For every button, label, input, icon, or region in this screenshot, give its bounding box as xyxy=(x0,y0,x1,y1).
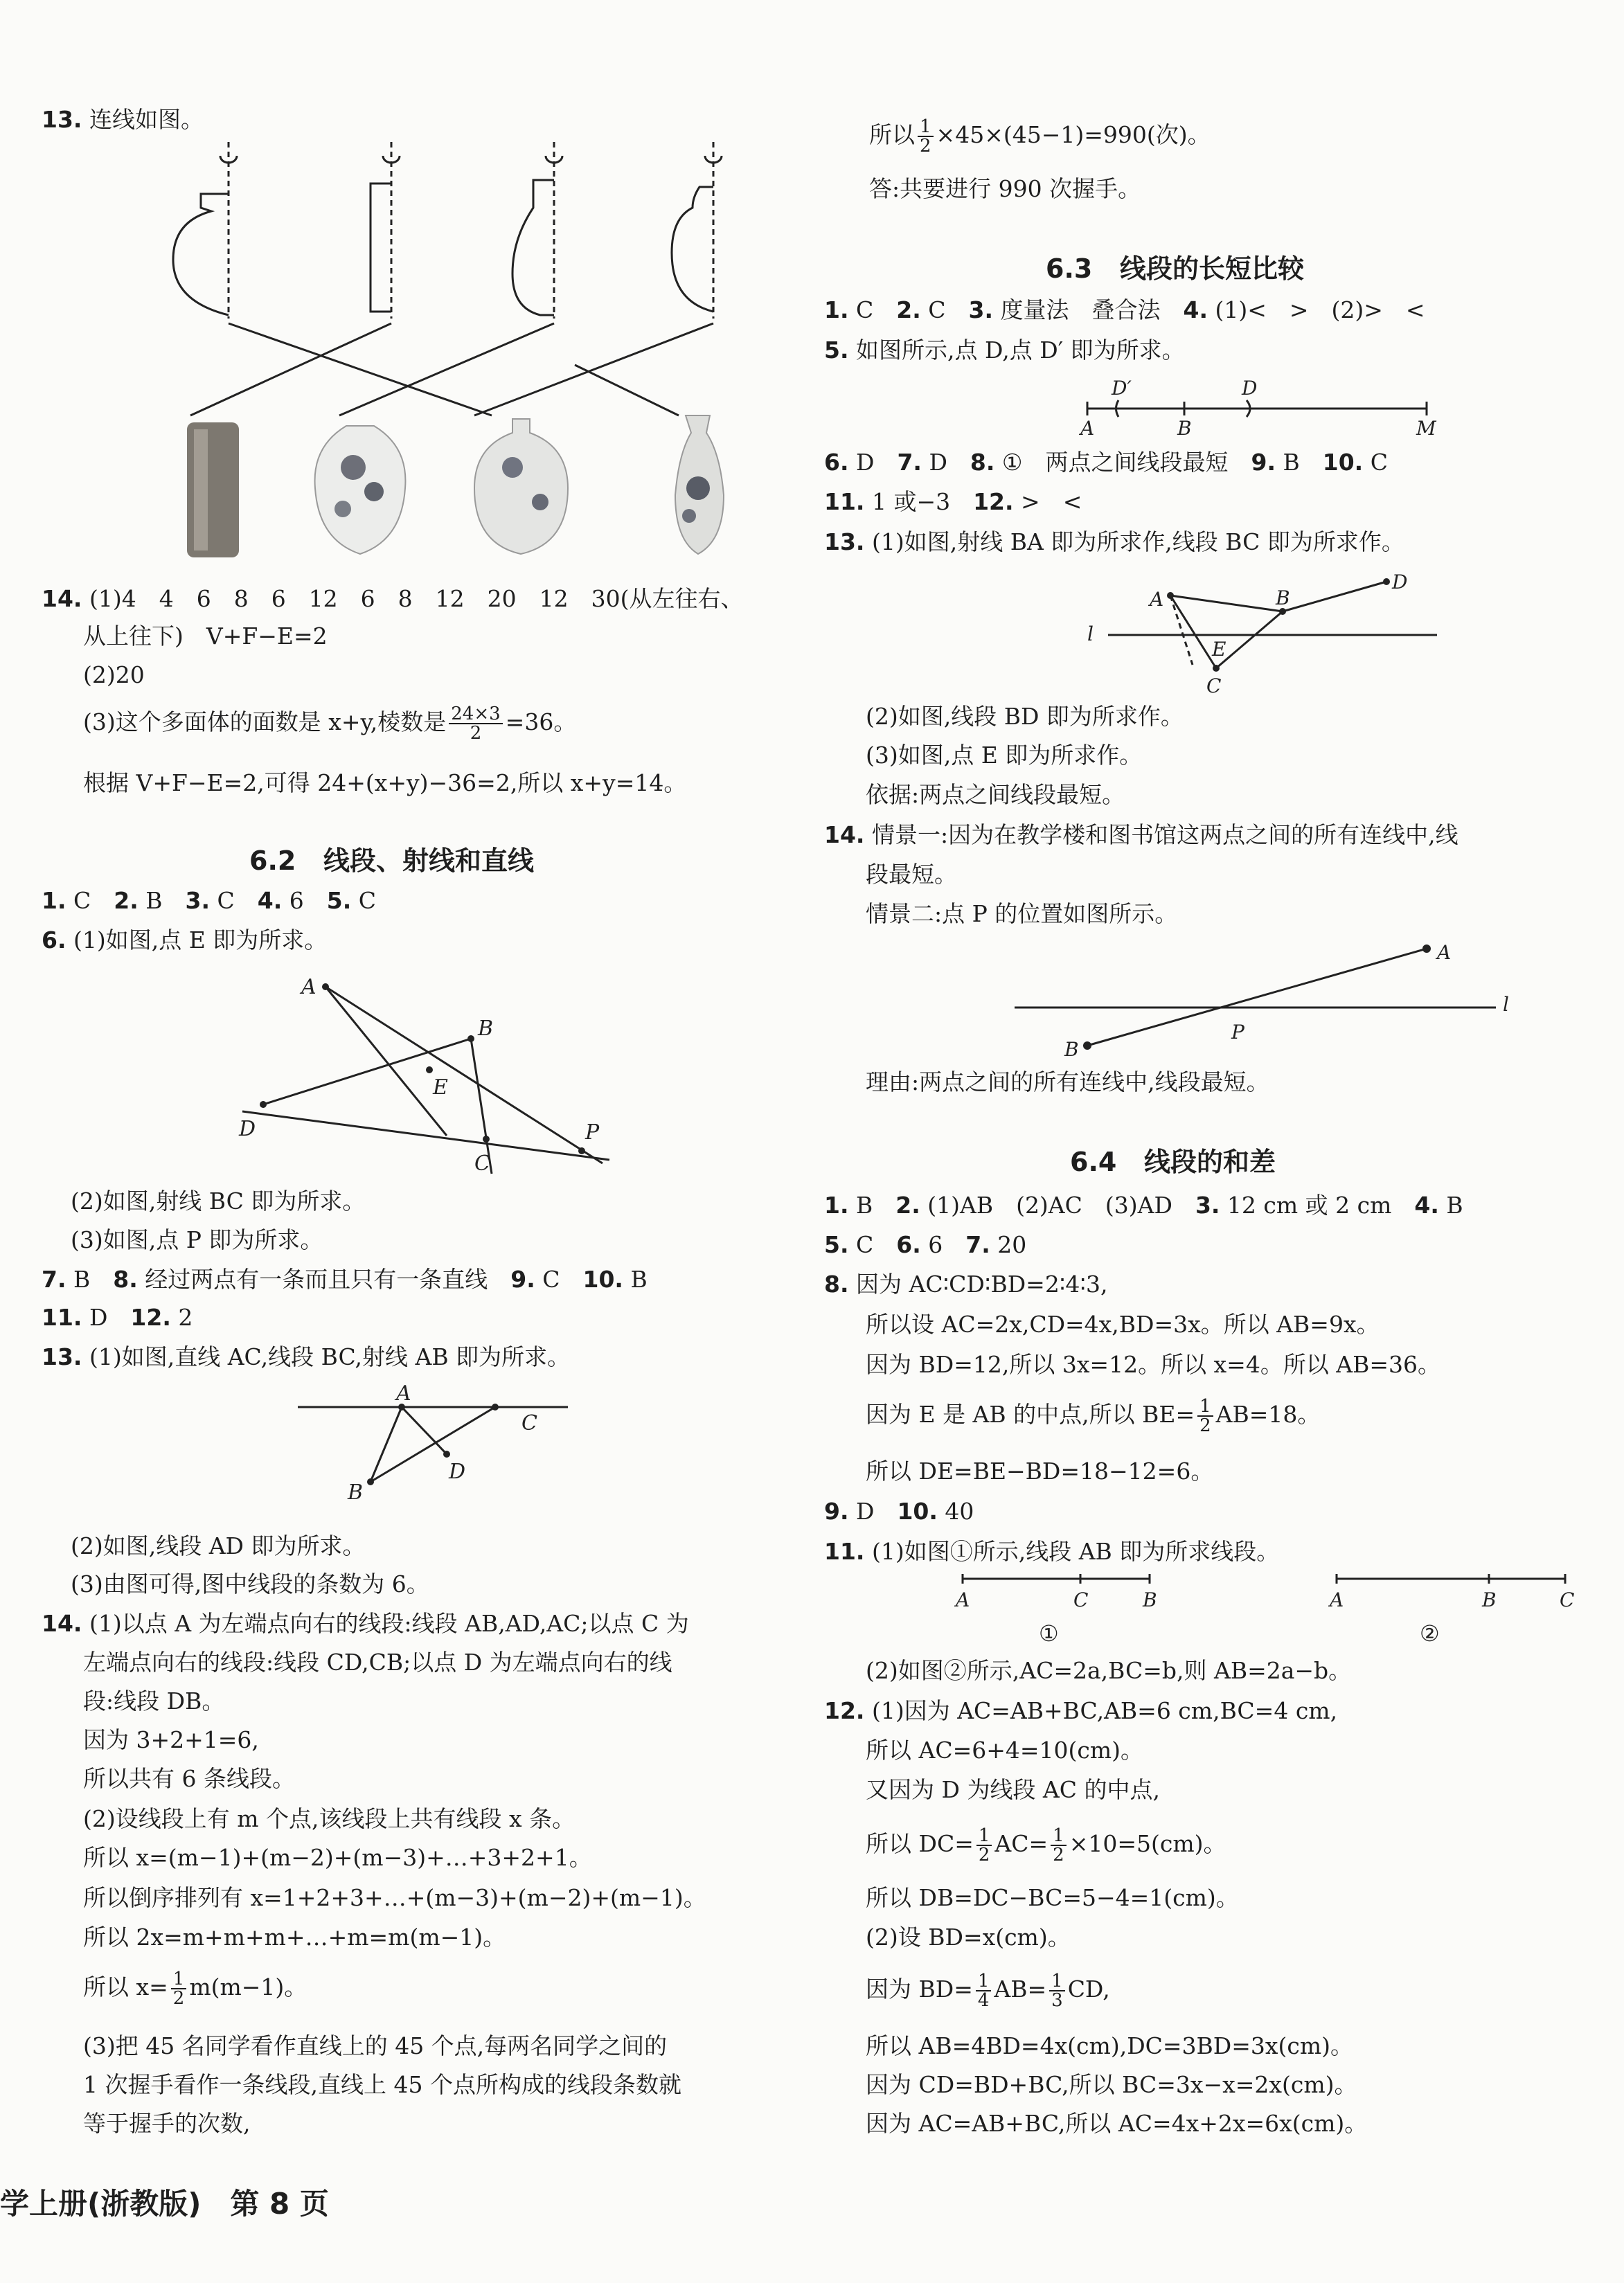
question-number: 11. xyxy=(824,1538,865,1565)
point-label: E xyxy=(1212,638,1226,661)
question-number: 14. xyxy=(42,1610,82,1637)
fraction xyxy=(918,118,934,155)
answer-text: 1 次握手看作一条线段,直线上 45 个点所构成的线段条数就 xyxy=(83,2071,681,2098)
text-part: AB= xyxy=(994,1976,1047,2003)
point-label: A xyxy=(956,1588,970,1611)
section-name: 线段、射线和直线 xyxy=(323,845,535,876)
answer-text: 情景一:因为在教学楼和图书馆这两点之间的所有连线中,线 xyxy=(871,821,1458,848)
q5-line xyxy=(824,334,1185,366)
q14b-line1 xyxy=(42,1608,689,1640)
answer: 经过两点有一条而且只有一条直线 xyxy=(137,1266,511,1293)
answer-text: (2)设线段上有 m 个点,该线段上共有线段 x 条。 xyxy=(83,1805,575,1832)
question-number: 1. xyxy=(824,1192,849,1219)
answer: ① 两点之间线段最短 xyxy=(994,449,1251,476)
question-number: 10. xyxy=(1322,449,1364,476)
answer-text: (1)因为 AC=AB+BC,AB=6 cm,BC=4 cm, xyxy=(871,1697,1338,1724)
answers-6-10 xyxy=(824,447,1388,478)
answer-text: (2)20 xyxy=(83,661,145,688)
answer-text xyxy=(83,705,576,742)
answer-text xyxy=(866,1827,1226,1864)
section-number: 6.4 xyxy=(1070,1147,1117,1177)
answer-text: 因为 AC∶CD∶BD=2∶4∶3, xyxy=(856,1271,1108,1298)
point-label: B xyxy=(1177,417,1192,440)
answer-text: (1)如图,点 E 即为所求。 xyxy=(73,926,328,954)
question-number: 14. xyxy=(42,585,82,612)
answer-text: 因为 AC=AB+BC,所以 AC=4x+2x=6x(cm)。 xyxy=(866,2110,1368,2137)
section-number: 6.2 xyxy=(249,845,296,876)
point-label: P xyxy=(1231,1021,1244,1044)
point-label: B xyxy=(1482,1588,1497,1611)
answer-text: 依据:两点之间线段最短。 xyxy=(866,781,1125,808)
answer-text: 等于握手的次数, xyxy=(83,2110,251,2137)
answer-text: (3)如图,点 P 即为所求。 xyxy=(71,1226,323,1253)
q13-line1 xyxy=(824,526,1404,558)
point-label: A xyxy=(1080,417,1095,440)
point-label: M xyxy=(1416,417,1436,440)
answer: C xyxy=(66,887,114,914)
fraction xyxy=(171,1970,187,2007)
answer-text xyxy=(869,118,1211,155)
question-number: 10. xyxy=(582,1266,623,1293)
answers-1-4b xyxy=(824,1190,1463,1221)
q5-segment-figure xyxy=(1080,374,1440,440)
numerator: 1 xyxy=(1049,1972,1065,1991)
figure-marker: ② xyxy=(1420,1620,1440,1647)
question-number: 2. xyxy=(896,296,921,323)
answer-text: (3)由图可得,图中线段的条数为 6。 xyxy=(71,1570,429,1597)
question-number: 5. xyxy=(326,887,352,914)
q6-line1 xyxy=(42,924,327,956)
q12-line1 xyxy=(824,1695,1337,1727)
answer-text: (2)设 BD=x(cm)。 xyxy=(866,1924,1071,1951)
question-number: 2. xyxy=(895,1192,920,1219)
answer: C xyxy=(351,887,376,914)
answer-text: 因为 CD=BD+BC,所以 BC=3x−x=2x(cm)。 xyxy=(866,2071,1357,2098)
text-part: =36。 xyxy=(505,708,577,735)
answer: 12 cm 或 2 cm xyxy=(1220,1192,1415,1219)
answers-1-4 xyxy=(824,294,1425,326)
answer-text: 所以设 AC=2x,CD=4x,BD=3x。所以 AB=9x。 xyxy=(866,1311,1380,1338)
question-number: 5. xyxy=(824,337,849,364)
answer: 6 xyxy=(920,1231,966,1258)
point-label: B xyxy=(478,1017,494,1041)
q14-line1 xyxy=(42,583,744,615)
answers-9-10 xyxy=(824,1496,974,1528)
answers-11-12 xyxy=(824,486,1082,518)
denominator: 2 xyxy=(470,723,482,744)
numerator: 1 xyxy=(171,1970,187,1989)
question-number: 3. xyxy=(1195,1192,1220,1219)
answer: D xyxy=(848,1498,898,1525)
question-number: 13. xyxy=(42,1343,82,1370)
question-number: 4. xyxy=(1183,296,1208,323)
question-number: 7. xyxy=(965,1231,990,1258)
question-number: 6. xyxy=(896,1231,921,1258)
point-label: C xyxy=(521,1411,537,1435)
text-part: 所以 x= xyxy=(83,1973,168,2000)
answer-text: 因为 BD=12,所以 3x=12。所以 x=4。所以 AB=36。 xyxy=(866,1351,1441,1378)
text-part: ×10=5(cm)。 xyxy=(1069,1830,1226,1857)
answer-text: 所以 x=(m−1)+(m−2)+(m−3)+…+3+2+1。 xyxy=(83,1844,592,1871)
fraction xyxy=(1051,1827,1067,1864)
question-number: 8. xyxy=(970,449,995,476)
tall-vase-icon xyxy=(675,415,724,554)
answer: > < xyxy=(1013,488,1082,515)
answer-text xyxy=(866,1972,1110,2009)
question-number: 7. xyxy=(42,1266,66,1293)
q11-line1 xyxy=(824,1536,1279,1568)
text-part: (3)这个多面体的面数是 x+y,棱数是 xyxy=(83,708,447,735)
answer: C xyxy=(1363,449,1388,476)
q13-line-figure xyxy=(298,1381,589,1505)
fraction xyxy=(449,705,502,742)
answer-text: (2)如图,射线 BC 即为所求。 xyxy=(71,1188,366,1215)
answer: 1 或−3 xyxy=(864,488,974,515)
answer: 40 xyxy=(937,1498,974,1525)
answers-1-5 xyxy=(42,885,376,917)
answers-11-12 xyxy=(42,1302,193,1334)
question-number: 1. xyxy=(824,296,849,323)
section-title xyxy=(249,845,534,877)
rotation-matching-figure xyxy=(125,142,748,571)
answer-text xyxy=(83,1970,307,2007)
question-number: 8. xyxy=(824,1271,849,1298)
question-number: 12. xyxy=(824,1697,865,1724)
denominator: 4 xyxy=(977,1990,990,2011)
fraction xyxy=(976,1972,992,2009)
point-label: A xyxy=(1330,1588,1344,1611)
answer-text: (1)如图,直线 AC,线段 BC,射线 AB 即为所求。 xyxy=(89,1343,571,1370)
fraction xyxy=(1197,1397,1213,1435)
figure-marker: ① xyxy=(1039,1620,1059,1647)
answer-text: (1)4 4 6 8 6 12 6 8 12 20 12 30(从左往右、 xyxy=(89,585,744,612)
denominator: 2 xyxy=(1053,1845,1064,1865)
round-vase-icon xyxy=(315,426,406,554)
point-label: B xyxy=(1064,1038,1079,1061)
point-label: B xyxy=(348,1480,364,1505)
q13b-line1 xyxy=(42,1341,570,1373)
answer: C xyxy=(535,1266,583,1293)
point-label: D xyxy=(1392,571,1408,593)
point-label: D xyxy=(1242,377,1258,400)
point-label: B xyxy=(1143,1588,1157,1611)
question-number: 9. xyxy=(824,1498,849,1525)
answer: D xyxy=(921,449,970,476)
question-number: 12. xyxy=(973,488,1014,515)
question-number: 9. xyxy=(510,1266,535,1293)
question-number: 12. xyxy=(130,1304,171,1331)
answer-text: 又因为 D 为线段 AC 的中点, xyxy=(866,1776,1160,1803)
q13-line xyxy=(42,104,204,136)
numerator: 1 xyxy=(976,1827,992,1846)
question-number: 13. xyxy=(42,106,82,133)
answer-text: (1)如图,射线 BA 即为所求作,线段 BC 即为所求作。 xyxy=(871,528,1404,555)
text-part: 因为 E 是 AB 的中点,所以 BE= xyxy=(866,1401,1195,1428)
answer: B xyxy=(138,887,186,914)
line-label: l xyxy=(1503,993,1509,1016)
text-part: 所以 xyxy=(869,121,915,148)
fraction xyxy=(976,1827,992,1864)
point-label: E xyxy=(433,1075,448,1100)
question-number: 4. xyxy=(1414,1192,1439,1219)
q6-geometry-figure xyxy=(235,969,637,1184)
answer: C xyxy=(848,1231,897,1258)
answer-text: 所以 AC=6+4=10(cm)。 xyxy=(866,1737,1144,1764)
answer-text: (3)如图,点 E 即为所求作。 xyxy=(866,742,1143,769)
question-number: 11. xyxy=(42,1304,82,1331)
answer-text xyxy=(866,1397,1320,1435)
text-part: AC= xyxy=(994,1830,1049,1857)
answer: (1)AB (2)AC (3)AD xyxy=(920,1192,1195,1219)
answer-text: 从上往下) V+F−E=2 xyxy=(83,623,328,650)
answer-text: 因为 3+2+1=6, xyxy=(83,1726,259,1753)
section-name: 线段的长短比较 xyxy=(1120,253,1305,284)
answer-text: 根据 V+F−E=2,可得 24+(x+y)−36=2,所以 x+y=14。 xyxy=(83,769,687,796)
text-part: 所以 DC= xyxy=(866,1830,974,1857)
question-number: 13. xyxy=(824,528,865,555)
answer: B xyxy=(623,1266,648,1293)
answer: D xyxy=(848,449,898,476)
numerator: 1 xyxy=(1197,1397,1213,1417)
q14-line1 xyxy=(824,819,1458,851)
numerator: 1 xyxy=(976,1972,992,1991)
globe-vase-icon xyxy=(474,419,568,554)
answer: C xyxy=(848,296,897,323)
q11-segments-figure xyxy=(949,1572,1586,1648)
point-label: C xyxy=(1206,674,1222,697)
answer: 2 xyxy=(170,1304,193,1331)
q13-ray-figure xyxy=(1087,571,1447,696)
answer: 6 xyxy=(282,887,327,914)
section-number: 6.3 xyxy=(1046,253,1093,284)
answer-text: 段最短。 xyxy=(866,861,957,888)
question-number: 14. xyxy=(824,821,865,848)
question-number: 7. xyxy=(897,449,922,476)
point-label: A xyxy=(396,1381,411,1406)
answer-text: 所以 DB=DC−BC=5−4=1(cm)。 xyxy=(866,1884,1239,1911)
answers-7-10 xyxy=(42,1264,648,1296)
answer-text: (2)如图,线段 AD 即为所求。 xyxy=(71,1532,366,1559)
question-number: 6. xyxy=(42,926,66,954)
text-part: m(m−1)。 xyxy=(189,1973,307,2000)
question-number: 4. xyxy=(257,887,283,914)
answer: B xyxy=(1438,1192,1463,1219)
line-label: l xyxy=(1087,623,1094,645)
denominator: 3 xyxy=(1051,1990,1063,2011)
answer-text: 所以 DE=BE−BD=18−12=6。 xyxy=(866,1458,1214,1485)
answer-text: 左端点向右的线段:线段 CD,CB;以点 D 为左端点向右的线 xyxy=(83,1649,672,1676)
point-label: C xyxy=(1560,1588,1575,1611)
answer: (1)< > (2)> < xyxy=(1208,296,1425,323)
point-label: D xyxy=(449,1460,466,1484)
answer-text: 段:线段 DB。 xyxy=(83,1687,225,1715)
answer-text: (1)如图①所示,线段 AB 即为所求线段。 xyxy=(871,1538,1280,1565)
answer-text: (2)如图②所示,AC=2a,BC=b,则 AB=2a−b。 xyxy=(866,1657,1352,1684)
text-part: AB=18。 xyxy=(1215,1401,1321,1428)
answer-text: 情景二:点 P 的位置如图所示。 xyxy=(866,900,1178,927)
point-label: D′ xyxy=(1112,377,1132,400)
answer-text: 所以 2x=m+m+m+…+m=m(m−1)。 xyxy=(83,1924,506,1951)
question-number: 1. xyxy=(42,887,66,914)
numerator: 24×3 xyxy=(449,705,502,724)
answer: B xyxy=(848,1192,896,1219)
section-title xyxy=(1070,1146,1276,1178)
section-title xyxy=(1046,253,1304,285)
denominator: 2 xyxy=(978,1845,990,1865)
page-footer: 学上册(浙教版) 第 8 页 xyxy=(0,2187,329,2221)
answer-text: 所以 AB=4BD=4x(cm),DC=3BD=3x(cm)。 xyxy=(866,2032,1354,2059)
question-number: 2. xyxy=(114,887,139,914)
answer: C xyxy=(210,887,258,914)
q14-path-figure xyxy=(1011,938,1517,1059)
answer-text: 连线如图。 xyxy=(89,106,204,133)
answer-text: 如图所示,点 D,点 D′ 即为所求。 xyxy=(856,337,1185,364)
point-label: D xyxy=(239,1117,256,1141)
answer: 度量法 叠合法 xyxy=(993,296,1184,323)
point-label: B xyxy=(1276,587,1290,609)
answer-text: 理由:两点之间的所有连线中,线段最短。 xyxy=(866,1068,1269,1095)
point-label: C xyxy=(474,1152,490,1176)
answer: C xyxy=(920,296,969,323)
answer: D xyxy=(82,1304,131,1331)
section-name: 线段的和差 xyxy=(1144,1147,1276,1177)
question-number: 9. xyxy=(1251,449,1276,476)
numerator: 1 xyxy=(1051,1827,1067,1846)
point-label: A xyxy=(1437,941,1452,964)
point-label: A xyxy=(1150,588,1164,611)
cylinder-vase-icon xyxy=(187,422,239,557)
point-label: A xyxy=(301,975,316,999)
point-label: C xyxy=(1073,1588,1089,1611)
denominator: 2 xyxy=(1199,1415,1211,1436)
answer-text: (3)把 45 名同学看作直线上的 45 个点,每两名同学之间的 xyxy=(83,2032,668,2059)
denominator: 2 xyxy=(172,1988,185,2009)
question-number: 3. xyxy=(185,887,210,914)
answer-text: (2)如图,线段 BD 即为所求作。 xyxy=(866,703,1184,730)
text-part: 因为 BD= xyxy=(866,1976,973,2003)
question-number: 8. xyxy=(113,1266,138,1293)
question-number: 11. xyxy=(824,488,865,515)
answer-text: (1)以点 A 为左端点向右的线段:线段 AB,AD,AC;以点 C 为 xyxy=(89,1610,689,1637)
answer: 20 xyxy=(990,1231,1027,1258)
question-number: 5. xyxy=(824,1231,849,1258)
answer-text: 所以共有 6 条线段。 xyxy=(83,1765,295,1792)
numerator: 1 xyxy=(918,118,934,137)
question-number: 10. xyxy=(897,1498,938,1525)
answer-text: 所以倒序排列有 x=1+2+3+…+(m−3)+(m−2)+(m−1)。 xyxy=(83,1884,706,1911)
point-label: P xyxy=(585,1120,600,1145)
answer: B xyxy=(1275,449,1323,476)
answer-text: 答:共要进行 990 次握手。 xyxy=(869,175,1141,202)
question-number: 3. xyxy=(968,296,993,323)
q8-line1 xyxy=(824,1269,1107,1300)
text-part: ×45×(45−1)=990(次)。 xyxy=(936,121,1211,148)
answer: B xyxy=(66,1266,114,1293)
text-part: CD, xyxy=(1067,1976,1110,2003)
denominator: 2 xyxy=(920,136,931,156)
question-number: 6. xyxy=(824,449,849,476)
answers-5-7 xyxy=(824,1229,1026,1261)
fraction xyxy=(1049,1972,1065,2009)
